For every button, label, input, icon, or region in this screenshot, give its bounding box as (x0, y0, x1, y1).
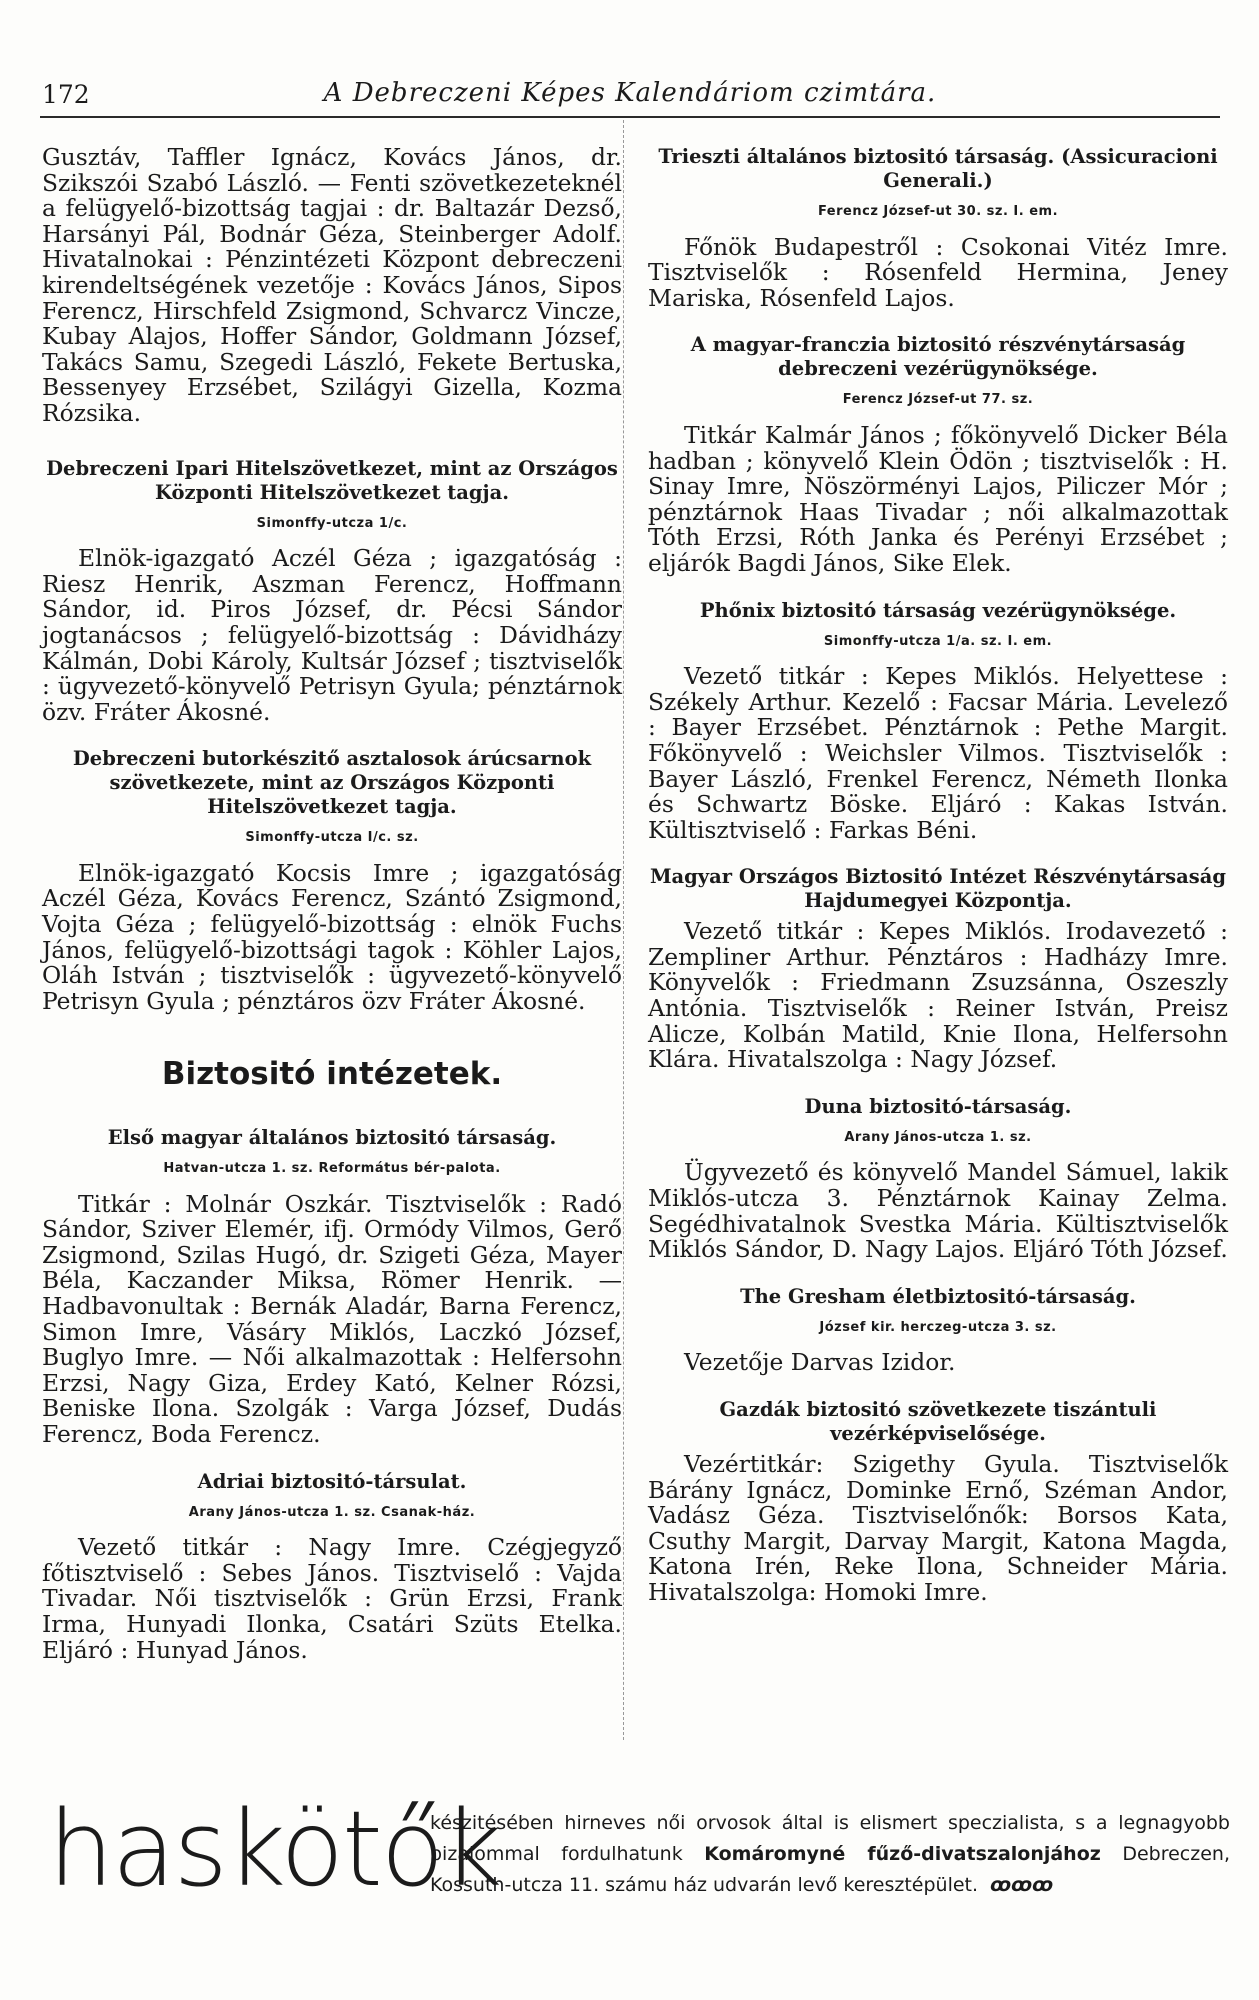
entry-section (42, 1126, 622, 1448)
entry-address: Hatvan-utcza 1. sz. Református bér-palota. (163, 1161, 501, 1177)
entry-address: Ferencz József-ut 30. sz. I. em. (817, 204, 1059, 219)
entry-body: Főnök Budapestről : Csokonai Vitéz Imre. Tisztviselők : Rósenfeld Hermina, Jeney Mariska, Rósenfeld Lajos. (648, 232, 1228, 312)
entry-section (648, 1285, 1228, 1376)
advertisement (0, 1770, 1259, 2000)
entry-body: Vezető titkár : Nagy Imre. Czégjegyző főtisztviselő : Sebes János. Tisztviselő : Vajda Tivadar. Női tisztviselők : Grün Erzsi, Frank Irma, Hunyadi Ilonka, Csatári Szüts Etelka. Eljáró : Hunyad János. (42, 1533, 622, 1664)
ad-headline: haskötők (48, 1788, 501, 1910)
entry-title: A magyar-franczia biztositó részvénytársaság debreczeni vezérügynöksége. (690, 333, 1186, 381)
left-column (42, 145, 622, 1685)
entry-title: Duna biztositó-társaság. (804, 1094, 1072, 1118)
entry-section (648, 145, 1228, 311)
column-divider (623, 120, 624, 1740)
entry-body: Elnök-igazgató Aczél Géza ; igazgatóság : Riesz Henrik, Aszman Ferencz, Hoffmann Sándor, id. Piros József, dr. Pécsi Sándor jogtanácsos ; felügyelő-bizottság : Dávidházy Kálmán, Dobi Károly, Kultsár József ; tisztviselők : ügyvezető-könyvelő Petrisyn Gyula; pénztárnok özv. Fráter Ákosné. (42, 544, 622, 726)
ad-text-after: Debreczen, Kossuth-utcza 11. számu ház udvarán levő keresztépület. (430, 1843, 1230, 1896)
entry-body: Vezető titkár : Kepes Miklós. Irodavezető : Zempliner Arthur. Pénztáros : Hadházy Imre. Könyvelők : Friedmann Zsuzsánna, Oszeszly Antónia. Tisztviselők : Reiner István, Preisz Alicze, Kolbán Matild, Knie Ilona, Helfersohn Klára. Hivatalszolga : Nagy József. (648, 917, 1228, 1074)
right-sections (648, 145, 1228, 1606)
page-number: 172 (42, 80, 90, 109)
entry-title: Első magyar általános biztositó társaság. (107, 1126, 557, 1150)
entry-section (648, 1095, 1228, 1263)
running-title: A Debreczeni Képes Kalendáriom czimtára. (323, 78, 937, 108)
entry-section (648, 865, 1228, 1073)
entry-section (42, 747, 622, 1014)
entry-address: Simonffy-utcza 1/c. (256, 515, 408, 531)
entry-section (648, 599, 1228, 844)
left-sections-before (42, 457, 622, 1015)
entry-body: Titkár Kalmár János ; főkönyvelő Dicker Béla hadban ; könyvelő Klein Ödön ; tisztviselők : H. Sinay Imre, Nöszörményi Lajos, Piliczer Mór ; pénztárnok Haas Tivadar ; női alkalmazottak Tóth Erzsi, Róth Janka és Perényi Erzsébet ; eljárók Bagdi János, Sike Elek. (648, 420, 1228, 577)
ad-ornament: ꝏꝏꝏ (990, 1874, 1054, 1896)
entry-title: Gazdák biztositó szövetkezete tiszántuli vezérképviselősége. (719, 1398, 1157, 1445)
section-heading: Biztositó intézetek. (161, 1056, 503, 1093)
entry-title: Adriai biztositó-társulat. (197, 1469, 467, 1493)
entry-section (648, 1398, 1228, 1606)
entry-body: Vezértitkár: Szigethy Gyula. Tisztviselők Bárány Ignácz, Dominke Ernő, Széman Andor, Vadász Géza. Tisztviselőnők: Borsos Kata, Csuthy Margit, Darvay Margit, Katona Magda, Katona Irén, Reke Ilona, Schneider Mária. Hivatalszolga: Homoki Imre. (648, 1450, 1228, 1606)
entry-title: Debreczeni butorkészitő asztalosok árúcsarnok szövetkezete, mint az Országos Központi Hitelszövetkezet tagja. (72, 747, 592, 819)
entry-section (42, 457, 622, 726)
entry-title: Debreczeni Ipari Hitelszövetkezet, mint az Országos Központi Hitelszövetkezet tagja. (46, 456, 618, 504)
entry-title: Phőnix biztositó társaság vezérügynöksége. (699, 598, 1177, 622)
intro-paragraph: Gusztáv, Taffler Ignácz, Kovács János, dr. Szikszói Szabó László. — Fenti szövetkezeteknél a felügyelő-bizottság tagjai : dr. Baltazár Dezső, Harsányi Pál, Bodnár Géza, Steinberger Adolf. Hivatalnokai : Pénzintézeti Központ debreczeni kirendeltségének vezetője : Kovács János, Sipos Ferencz, Hirschfeld Zsigmond, Schvarcz Vincze, Kubay Alajos, Hoffer Sándor, Goldmann József, Takács Samu, Szegedi László, Fekete Bertuska, Bessenyey Erzsébet, Szilágyi Gizella, Kozma Rózsika. (42, 143, 622, 427)
entry-address: Simonffy-utcza 1/a. sz. I. em. (823, 633, 1053, 649)
right-column (648, 145, 1228, 1628)
entry-section (648, 333, 1228, 576)
entry-address: Simonffy-utcza I/c. sz. (245, 830, 419, 846)
entry-title: Trieszti általános biztositó társaság. (Assicuracioni Generali.) (658, 145, 1218, 192)
page-header (40, 62, 1220, 118)
ad-highlight: Komáromyné fűző-divatszalonjához (704, 1843, 1101, 1865)
entry-title: The Gresham életbiztositó-társaság. (740, 1284, 1136, 1308)
entry-body: Vezetője Darvas Izidor. (684, 1348, 956, 1377)
entry-address: Arany János-utcza 1. sz. Csanak-ház. (188, 1504, 476, 1520)
entry-address: József kir. herczeg-utcza 3. sz. (819, 1319, 1057, 1335)
entry-address: Arany János-utcza 1. sz. (844, 1129, 1032, 1145)
entry-body: Ügyvezető és könyvelő Mandel Sámuel, lakik Miklós-utcza 3. Pénztárnok Kainay Zelma. Segédhivatalnok Svestka Mária. Kültisztviselők Miklós Sándor, D. Nagy Lajos. Eljáró Tóth József. (648, 1158, 1228, 1264)
entry-body: Elnök-igazgató Kocsis Imre ; igazgatóság Aczél Géza, Kovács Ferencz, Szántó Zsigmond, Vojta Géza ; felügyelő-bizottság : elnök Fuchs János, felügyelő-bizottsági tagok : Köhler Lajos, Oláh István ; tisztviselők : ügyvezető-könyvelő Petrisyn Gyula ; pénztáros özv Fráter Ákosné. (42, 858, 622, 1015)
entry-address: Ferencz József-ut 77. sz. (842, 392, 1034, 408)
entry-section (42, 1470, 622, 1664)
ad-text-before: készitésében hirneves női orvosok által is elismert speczialista, s a legnagyobb bizalommal fordulhatunk (430, 1812, 1230, 1865)
left-sections-after (42, 1126, 622, 1663)
entry-body: Titkár : Molnár Oszkár. Tisztviselők : Radó Sándor, Sziver Elemér, ifj. Ormódy Vilmos, Gerő Zsigmond, Szilas Hugó, dr. Szigeti Géza, Mayer Béla, Kaczander Miksa, Römer Henrik. — Hadbavonultak : Bernák Aladár, Barna Ferencz, Simon Imre, Vásáry Miklós, Laczkó József, Buglyo Imre. — Női alkalmazottak : Helfersohn Erzsi, Nagy Giza, Erdey Kató, Kelner Rózsi, Beniske Ilona. Szolgák : Varga József, Dudás Ferencz, Boda Ferencz. (42, 1189, 622, 1448)
ad-text (430, 1808, 1230, 1901)
entry-body: Vezető titkár : Kepes Miklós. Helyettese : Székely Arthur. Kezelő : Facsar Mária. Levelező : Bayer Erzsébet. Pénztárnok : Pethe Margit. Főkönyvelő : Weichsler Vilmos. Tisztviselők : Bayer László, Frenkel Ferencz, Németh Ilonka és Schwartz Böske. Eljáró : Kakas István. Kültisztviselő : Farkas Béni. (648, 662, 1228, 844)
entry-title: Magyar Országos Biztositó Intézet Részvénytársaság Hajdumegyei Központja. (649, 865, 1227, 913)
